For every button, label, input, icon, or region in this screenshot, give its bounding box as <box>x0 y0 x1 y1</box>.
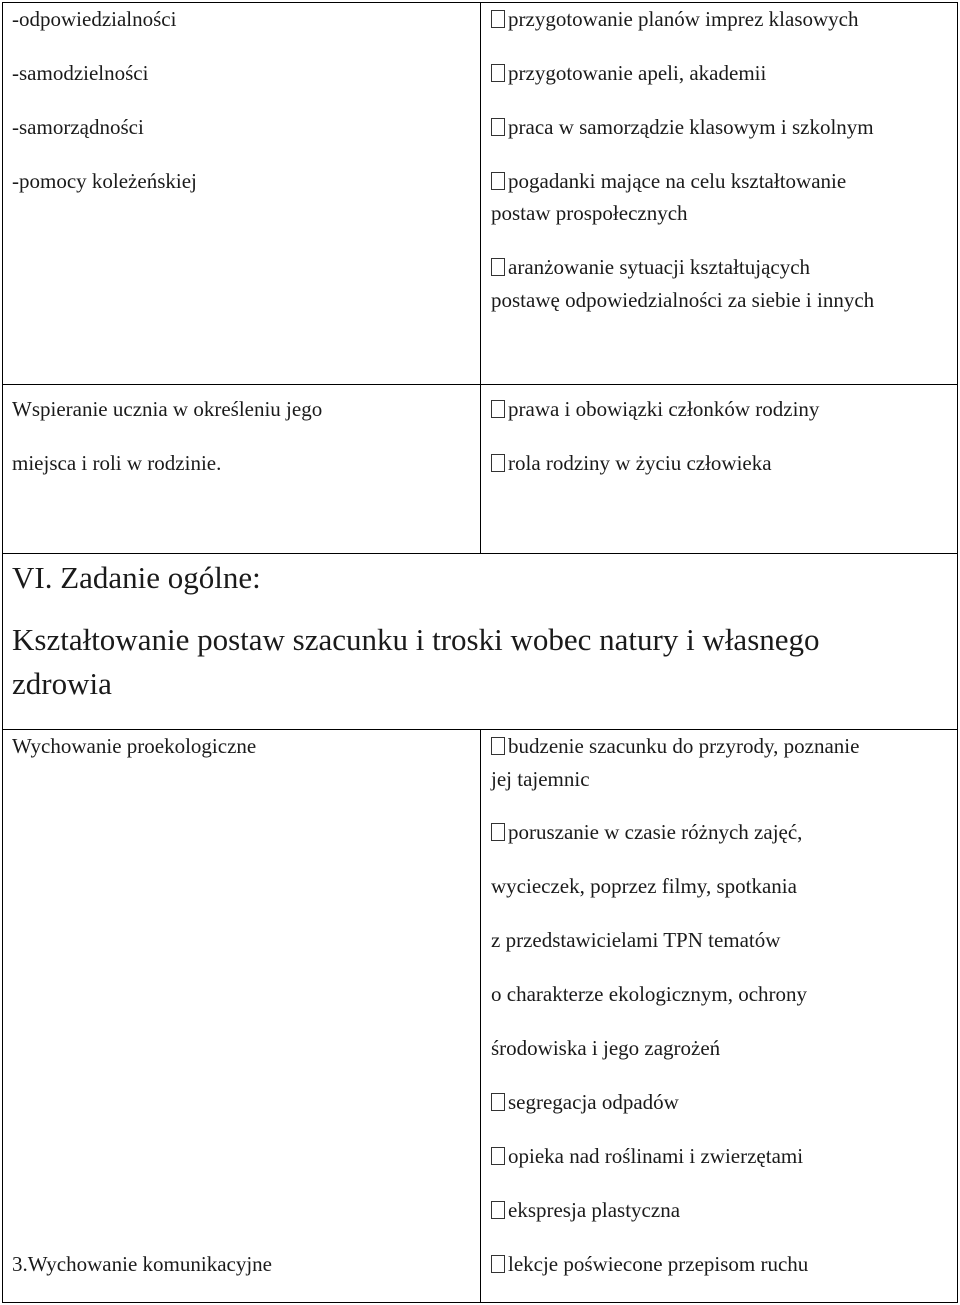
bullet-item: poruszanie w czasie różnych zajęć, <box>491 820 802 844</box>
bullet-item-continuation: środowiska i jego zagrożeń <box>491 1036 721 1060</box>
bullet-item: prawa i obowiązki członków rodziny <box>491 397 819 421</box>
bullet-item-continuation: postawę odpowiedzialności za siebie i innych <box>491 288 875 312</box>
bullet-item-continuation: postaw prospołecznych <box>491 201 688 225</box>
bullet-item: aranżowanie sytuacji kształtujących <box>491 255 810 279</box>
goal-text: 3.Wychowanie komunikacyjne <box>12 1252 272 1276</box>
section-title: Kształtowanie postaw szacunku i troski wobec natury i własnego <box>12 622 820 657</box>
checkbox-icon <box>491 1093 505 1111</box>
bullet-item-continuation: jej tajemnic <box>491 767 590 791</box>
checkbox-icon <box>491 1147 505 1165</box>
bullet-item: pogadanki mające na celu kształtowanie <box>491 169 846 193</box>
column-divider <box>480 2 481 553</box>
value-item: -samorządności <box>12 115 144 139</box>
bullet-item: opieka nad roślinami i zwierzętami <box>491 1144 803 1168</box>
bullet-item: przygotowanie apeli, akademii <box>491 61 766 85</box>
bullet-item: ekspresja plastyczna <box>491 1198 680 1222</box>
checkbox-icon <box>491 10 505 28</box>
bullet-item: praca w samorządzie klasowym i szkolnym <box>491 115 874 139</box>
goal-text: miejsca i roli w rodzinie. <box>12 451 222 475</box>
bullet-item: budzenie szacunku do przyrody, poznanie <box>491 734 859 758</box>
checkbox-icon <box>491 172 505 190</box>
value-item: -pomocy koleżeńskiej <box>12 169 197 193</box>
bullet-item: przygotowanie planów imprez klasowych <box>491 7 858 31</box>
goal-text: Wspieranie ucznia w określeniu jego <box>12 397 323 421</box>
checkbox-icon <box>491 118 505 136</box>
checkbox-icon <box>491 258 505 276</box>
bullet-item: rola rodziny w życiu człowieka <box>491 451 772 475</box>
bullet-item: lekcje poświecone przepisom ruchu <box>491 1252 808 1276</box>
checkbox-icon <box>491 400 505 418</box>
checkbox-icon <box>491 737 505 755</box>
section-title: zdrowia <box>12 666 112 701</box>
value-item: -samodzielności <box>12 61 149 85</box>
goal-text: Wychowanie proekologiczne <box>12 734 257 758</box>
row-divider <box>2 553 958 554</box>
bullet-item-continuation: z przedstawicielami TPN tematów <box>491 928 781 952</box>
checkbox-icon <box>491 1201 505 1219</box>
checkbox-icon <box>491 1255 505 1273</box>
bullet-item-continuation: wycieczek, poprzez filmy, spotkania <box>491 874 797 898</box>
checkbox-icon <box>491 823 505 841</box>
section-heading: VI. Zadanie ogólne: <box>12 560 261 595</box>
value-item: -odpowiedzialności <box>12 7 177 31</box>
column-divider <box>480 729 481 1303</box>
checkbox-icon <box>491 454 505 472</box>
bullet-item: segregacja odpadów <box>491 1090 679 1114</box>
bullet-item-continuation: o charakterze ekologicznym, ochrony <box>491 982 808 1006</box>
checkbox-icon <box>491 64 505 82</box>
